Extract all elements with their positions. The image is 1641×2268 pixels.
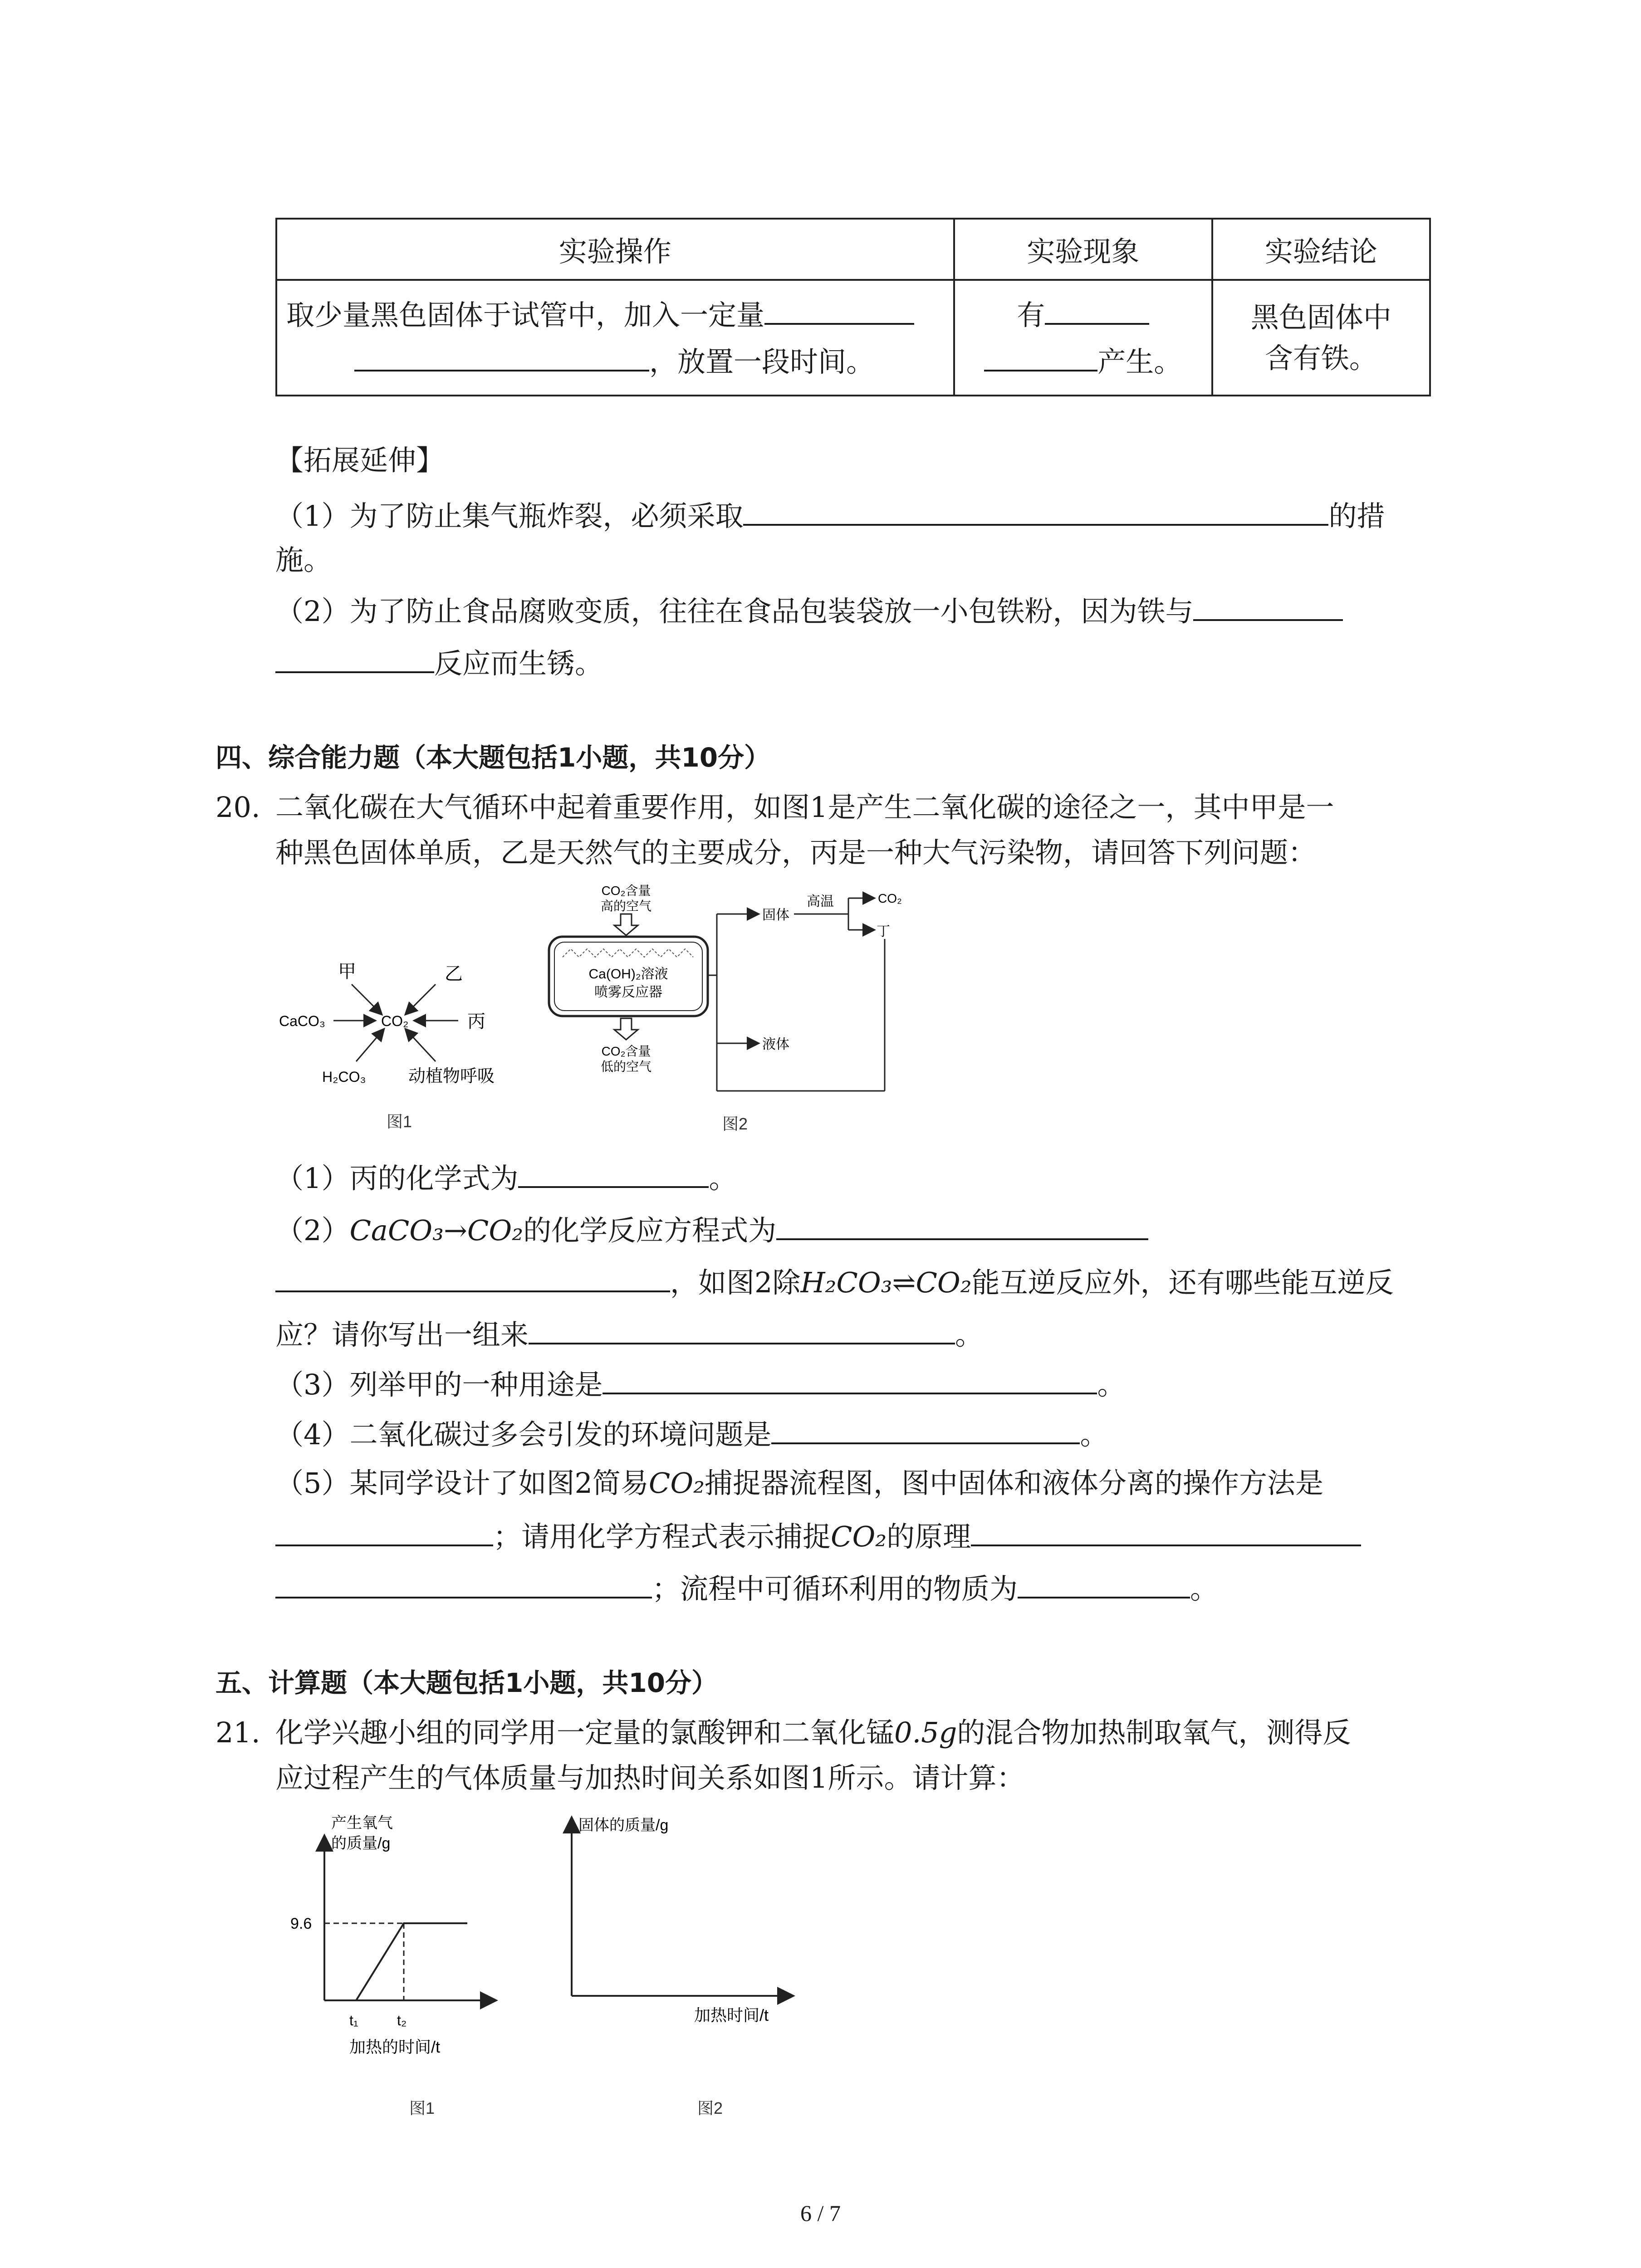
fig2-out-line2: 低的空气	[600, 1060, 652, 1074]
q20-part5-blank-4[interactable]	[1018, 1565, 1190, 1598]
phenomenon-blank-1[interactable]	[1045, 291, 1149, 325]
figure2-co2-capture	[535, 878, 935, 1141]
fig2-liquid: 液体	[762, 1037, 789, 1052]
q20-part5-formula-2: CO₂	[831, 1520, 887, 1553]
fig2-ding: 丁	[877, 924, 890, 939]
fig1-respiration: 动植物呼吸	[408, 1067, 495, 1086]
q20-part4	[275, 1411, 1108, 1457]
q20-part5-cont	[275, 1513, 1361, 1559]
fig2-out-line1: CO₂含量	[601, 1044, 651, 1058]
fig2-solid: 固体	[762, 908, 789, 923]
experiment-table	[275, 218, 1431, 396]
q20-part2-blank-1[interactable]	[776, 1207, 1148, 1240]
fig2-co2: CO₂	[878, 891, 902, 905]
fig2-in-line2: 高的空气	[600, 899, 652, 913]
q20-part4-tail: 。	[1080, 1418, 1108, 1451]
q20-part2-text-4: 应？请你写出一组来	[275, 1318, 529, 1351]
graph2-solid-mass	[554, 1810, 808, 2136]
q20-part4-text: （4）二氧化碳过多会引发的环境问题是	[275, 1418, 772, 1451]
q20-part1-text: （1）丙的化学式为	[275, 1162, 519, 1195]
q21-stem-text: 化学兴趣小组的同学用一定量的氯酸钾和二氧化锰	[275, 1716, 895, 1749]
operation-blank-1[interactable]	[764, 291, 914, 325]
q21-stem-text-2: 的混合物加热制取氧气，测得反	[957, 1716, 1351, 1749]
graph1-caption: 图1	[409, 2099, 435, 2117]
q20-part1-tail: 。	[709, 1162, 737, 1195]
q20-part2-text: 的化学反应方程式为	[523, 1214, 777, 1247]
section4-title: 四、综合能力题（本大题包括1小题，共10分）	[216, 742, 771, 773]
page-number: 6 / 7	[800, 2200, 841, 2226]
extension-q2-blank-1[interactable]	[1193, 587, 1343, 621]
q20-part2-formula: CaCO₃→CO₂	[349, 1214, 524, 1247]
graph2-caption: 图2	[697, 2099, 723, 2117]
q20-part3-tail: 。	[1097, 1368, 1126, 1401]
graph1-series-line	[324, 1923, 467, 2000]
q20-number: 20.	[216, 791, 260, 824]
q20-part2-cont	[275, 1259, 1394, 1305]
operation-text-1: 取少量黑色固体于试管中，加入一定量	[286, 298, 765, 332]
extension-q1-text: （1）为了防止集气瓶炸裂，必须采取	[275, 499, 744, 533]
q20-part2-formula-2: H₂CO₃⇌CO₂	[800, 1266, 972, 1299]
extension-q2-blank-2[interactable]	[275, 640, 434, 673]
extension-q2	[275, 587, 1343, 634]
extension-q2-tail: 反应而生锈。	[434, 647, 603, 680]
phenomenon-blank-2[interactable]	[984, 338, 1097, 371]
q20-part2-cont2	[275, 1311, 983, 1358]
extension-q2-cont	[275, 640, 603, 686]
cell-operation	[276, 280, 954, 396]
q20-part5-blank-1[interactable]	[275, 1513, 493, 1546]
q20-part5-text-4: 的原理	[887, 1520, 971, 1553]
q20-part2-tail: 。	[955, 1318, 984, 1351]
q20-part1-blank[interactable]	[518, 1154, 709, 1188]
fig1-caption: 图1	[386, 1112, 412, 1131]
phenomenon-text-2: 产生。	[1097, 345, 1182, 378]
q20-part5-blank-3[interactable]	[275, 1565, 652, 1598]
q21-number: 21.	[216, 1716, 260, 1749]
graph1-xlabel: 加热的时间/t	[349, 2038, 441, 2056]
graph1-oxygen-mass	[281, 1810, 535, 2136]
q20-part3-blank[interactable]	[603, 1361, 1097, 1394]
graph1-t1: t₁	[349, 2012, 358, 2028]
fig2-lines	[708, 898, 885, 1091]
q21-stem-2: 应过程产生的气体质量与加热时间关系如图1所示。请计算：	[275, 1761, 1025, 1794]
q20-part5-text: （5）某同学设计了如图2简易	[275, 1466, 649, 1500]
graph1-t2: t₂	[397, 2012, 407, 2028]
table-header-row	[276, 219, 1430, 280]
header-phenomenon: 实验现象	[954, 219, 1212, 280]
q20-part2-label: （2）	[275, 1214, 350, 1247]
q20-part2-text-3: 能互逆反应外，还有哪些能互逆反	[971, 1266, 1394, 1299]
extension-q2-text: （2）为了防止食品腐败变质，往往在食品包装袋放一小包铁粉，因为铁与	[275, 595, 1194, 628]
graph1-ylabel-line1: 产生氧气	[331, 1814, 393, 1832]
header-operation: 实验操作	[276, 219, 954, 280]
operation-blank-2[interactable]	[354, 338, 649, 371]
q20-part3-text: （3）列举甲的一种用途是	[275, 1368, 603, 1401]
fig1-co2: CO₂	[381, 1013, 409, 1029]
fig1-h2co3: H₂CO₃	[322, 1069, 366, 1085]
figure1-co2-sources	[272, 953, 526, 1143]
cell-phenomenon	[954, 280, 1212, 396]
section5-title: 五、计算题（本大题包括1小题，共10分）	[216, 1667, 718, 1698]
fig2-reactor-line1: Ca(OH)₂溶液	[588, 967, 668, 982]
q20-part3	[275, 1361, 1125, 1408]
graph2-xlabel: 加热时间/t	[694, 2006, 769, 2024]
q20-part5-text-3: ；请用化学方程式表示捕捉	[493, 1520, 831, 1553]
extension-heading: 【拓展延伸】	[275, 444, 445, 477]
q20-part2-blank-2[interactable]	[275, 1259, 670, 1292]
conclusion-text-1: 黑色固体中	[1250, 300, 1391, 334]
q20-stem-1: 二氧化碳在大气循环中起着重要作用，如图1是产生二氧化碳的途径之一，其中甲是一	[275, 791, 1334, 824]
q20-part4-blank[interactable]	[771, 1411, 1080, 1444]
extension-q1-cont: 施。	[275, 543, 332, 577]
q20-part5	[275, 1461, 1323, 1506]
cell-conclusion	[1212, 280, 1430, 396]
q20-part1	[275, 1154, 737, 1201]
conclusion-text-2: 含有铁。	[1264, 341, 1377, 375]
q20-part5-text-2: 捕捉器流程图，图中固体和液体分离的操作方法是	[705, 1466, 1324, 1500]
fig1-caco3: CaCO₃	[279, 1013, 325, 1029]
fig1-jia: 甲	[338, 962, 356, 982]
fig1-yi: 乙	[445, 964, 463, 984]
graph2-ylabel: 固体的质量/g	[578, 1817, 669, 1834]
q21-stem-1	[275, 1710, 1351, 1755]
graph1-y-value: 9.6	[290, 1915, 312, 1932]
q20-part5-blank-2[interactable]	[971, 1513, 1361, 1546]
q20-part2	[275, 1207, 1148, 1253]
q20-part5-cont2	[275, 1565, 1218, 1612]
q20-part5-text-5: ；流程中可循环利用的物质为	[652, 1572, 1018, 1605]
header-conclusion: 实验结论	[1212, 219, 1430, 280]
q21-stem-mass: 0.5g	[894, 1716, 957, 1749]
operation-text-2: ，放置一段时间。	[649, 345, 875, 378]
q20-part2-text-2: ，如图2除	[670, 1266, 801, 1299]
q20-stem-2: 种黑色固体单质，乙是天然气的主要成分，丙是一种大气污染物，请回答下列问题：	[275, 836, 1317, 869]
fig2-reactor-line2: 喷雾反应器	[594, 985, 662, 1000]
fig2-in-line1: CO₂含量	[601, 884, 651, 898]
phenomenon-text-1: 有	[1017, 298, 1045, 332]
graph1-ylabel-line2: 的质量/g	[331, 1835, 391, 1852]
q20-part2-blank-3[interactable]	[529, 1311, 955, 1344]
table-row	[276, 280, 1430, 396]
fig2-out-arrow	[614, 1018, 638, 1040]
fig2-high-temp: 高温	[807, 894, 834, 909]
q20-part5-formula: CO₂	[648, 1466, 705, 1500]
extension-q1-tail: 的措	[1328, 499, 1385, 533]
extension-q1-blank[interactable]	[743, 492, 1328, 526]
fig2-caption: 图2	[722, 1114, 748, 1133]
extension-q1	[275, 492, 1385, 539]
fig2-in-arrow	[614, 914, 638, 935]
q20-part5-tail: 。	[1190, 1572, 1219, 1605]
fig1-bing: 丙	[467, 1012, 485, 1031]
